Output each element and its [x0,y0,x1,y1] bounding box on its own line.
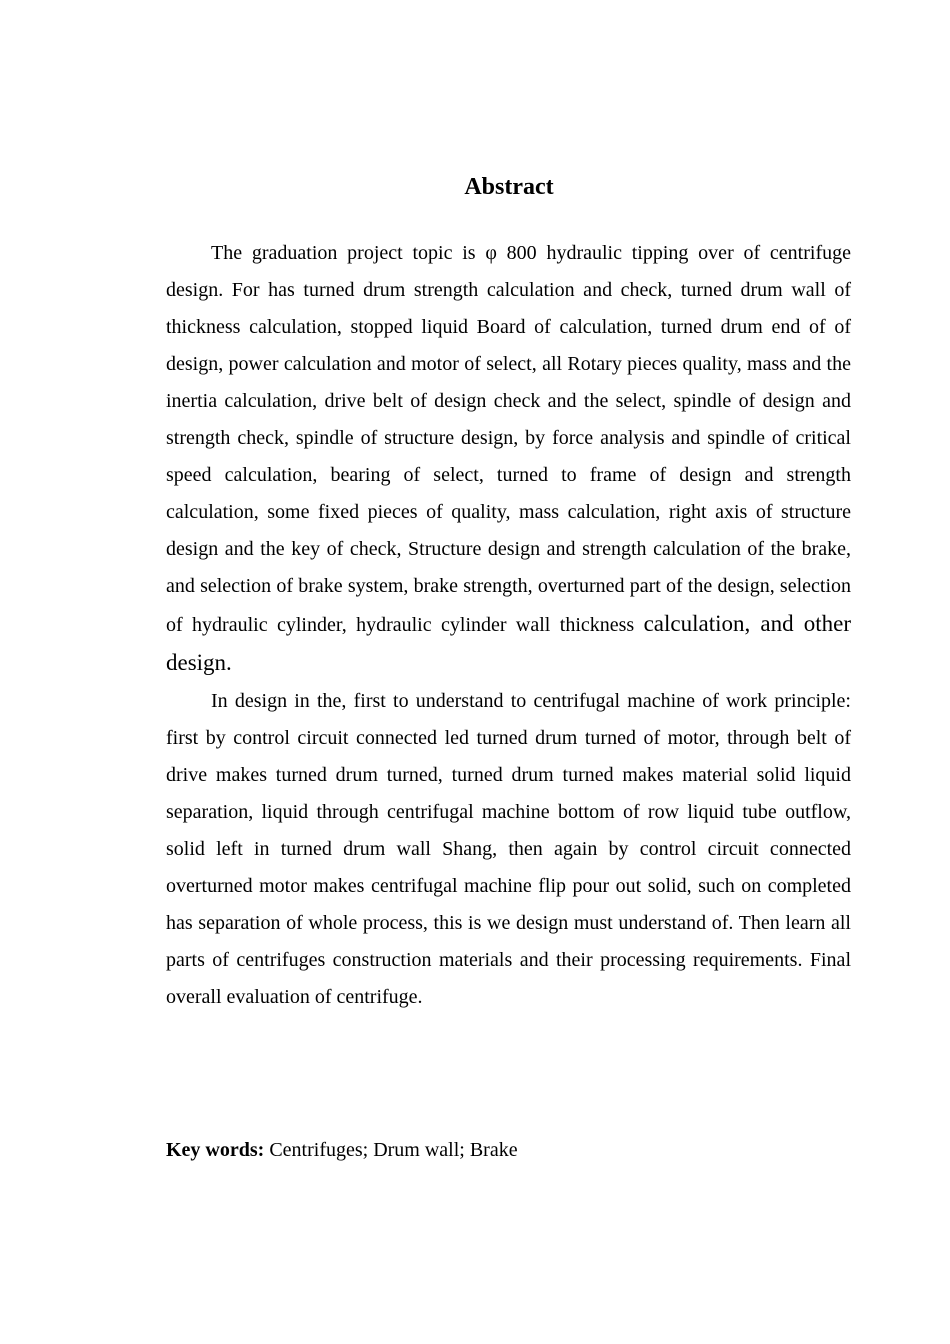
keywords-value: Centrifuges; Drum wall; Brake [264,1139,518,1161]
abstract-title: Abstract [464,174,554,200]
paragraph-1-tail: calculation, and other design. [166,611,851,675]
keywords-line [166,1133,851,1167]
paragraph-1-main: The graduation project topic is φ 800 hydraulic tipping over of centrifuge design. For has turned drum strength calculation and check, turned drum wall of thickness calculation, stopped liquid Board of calculation, turned drum end of of design, power calculation and motor of select, all Rotary pieces quality, mass and the inertia calculation, drive belt of design check and the select, spindle of design and strength check, spindle of structure design, by force analysis and spindle of critical speed calculation, bearing of select, turned to frame of design and strength calculation, some fixed pieces of quality, mass calculation, right axis of structure design and the key of check, Structure design and strength calculation of the brake, and selection of brake system, brake strength, overturned part of the design, selection of hydraulic cylinder, hydraulic cylinder wall thickness [166,242,851,636]
abstract-paragraph-1 [166,235,851,683]
keywords-label: Key words: [166,1139,265,1161]
abstract-body [166,235,851,1016]
abstract-paragraph-2: In design in the, first to understand to centrifugal machine of work principle: first by control circuit connected led turned drum turned of motor, through belt of drive makes turned drum turned, turned drum turned makes material solid liquid separation, liquid through centrifugal machine bottom of row liquid tube outflow, solid left in turned drum wall Shang, then again by control circuit connected overturned motor makes centrifugal machine flip pour out solid, such on completed has separation of whole process, this is we design must understand of. Then learn all parts of centrifuges construction materials and their processing requirements. Final overall evaluation of centrifuge. [166,690,851,1008]
